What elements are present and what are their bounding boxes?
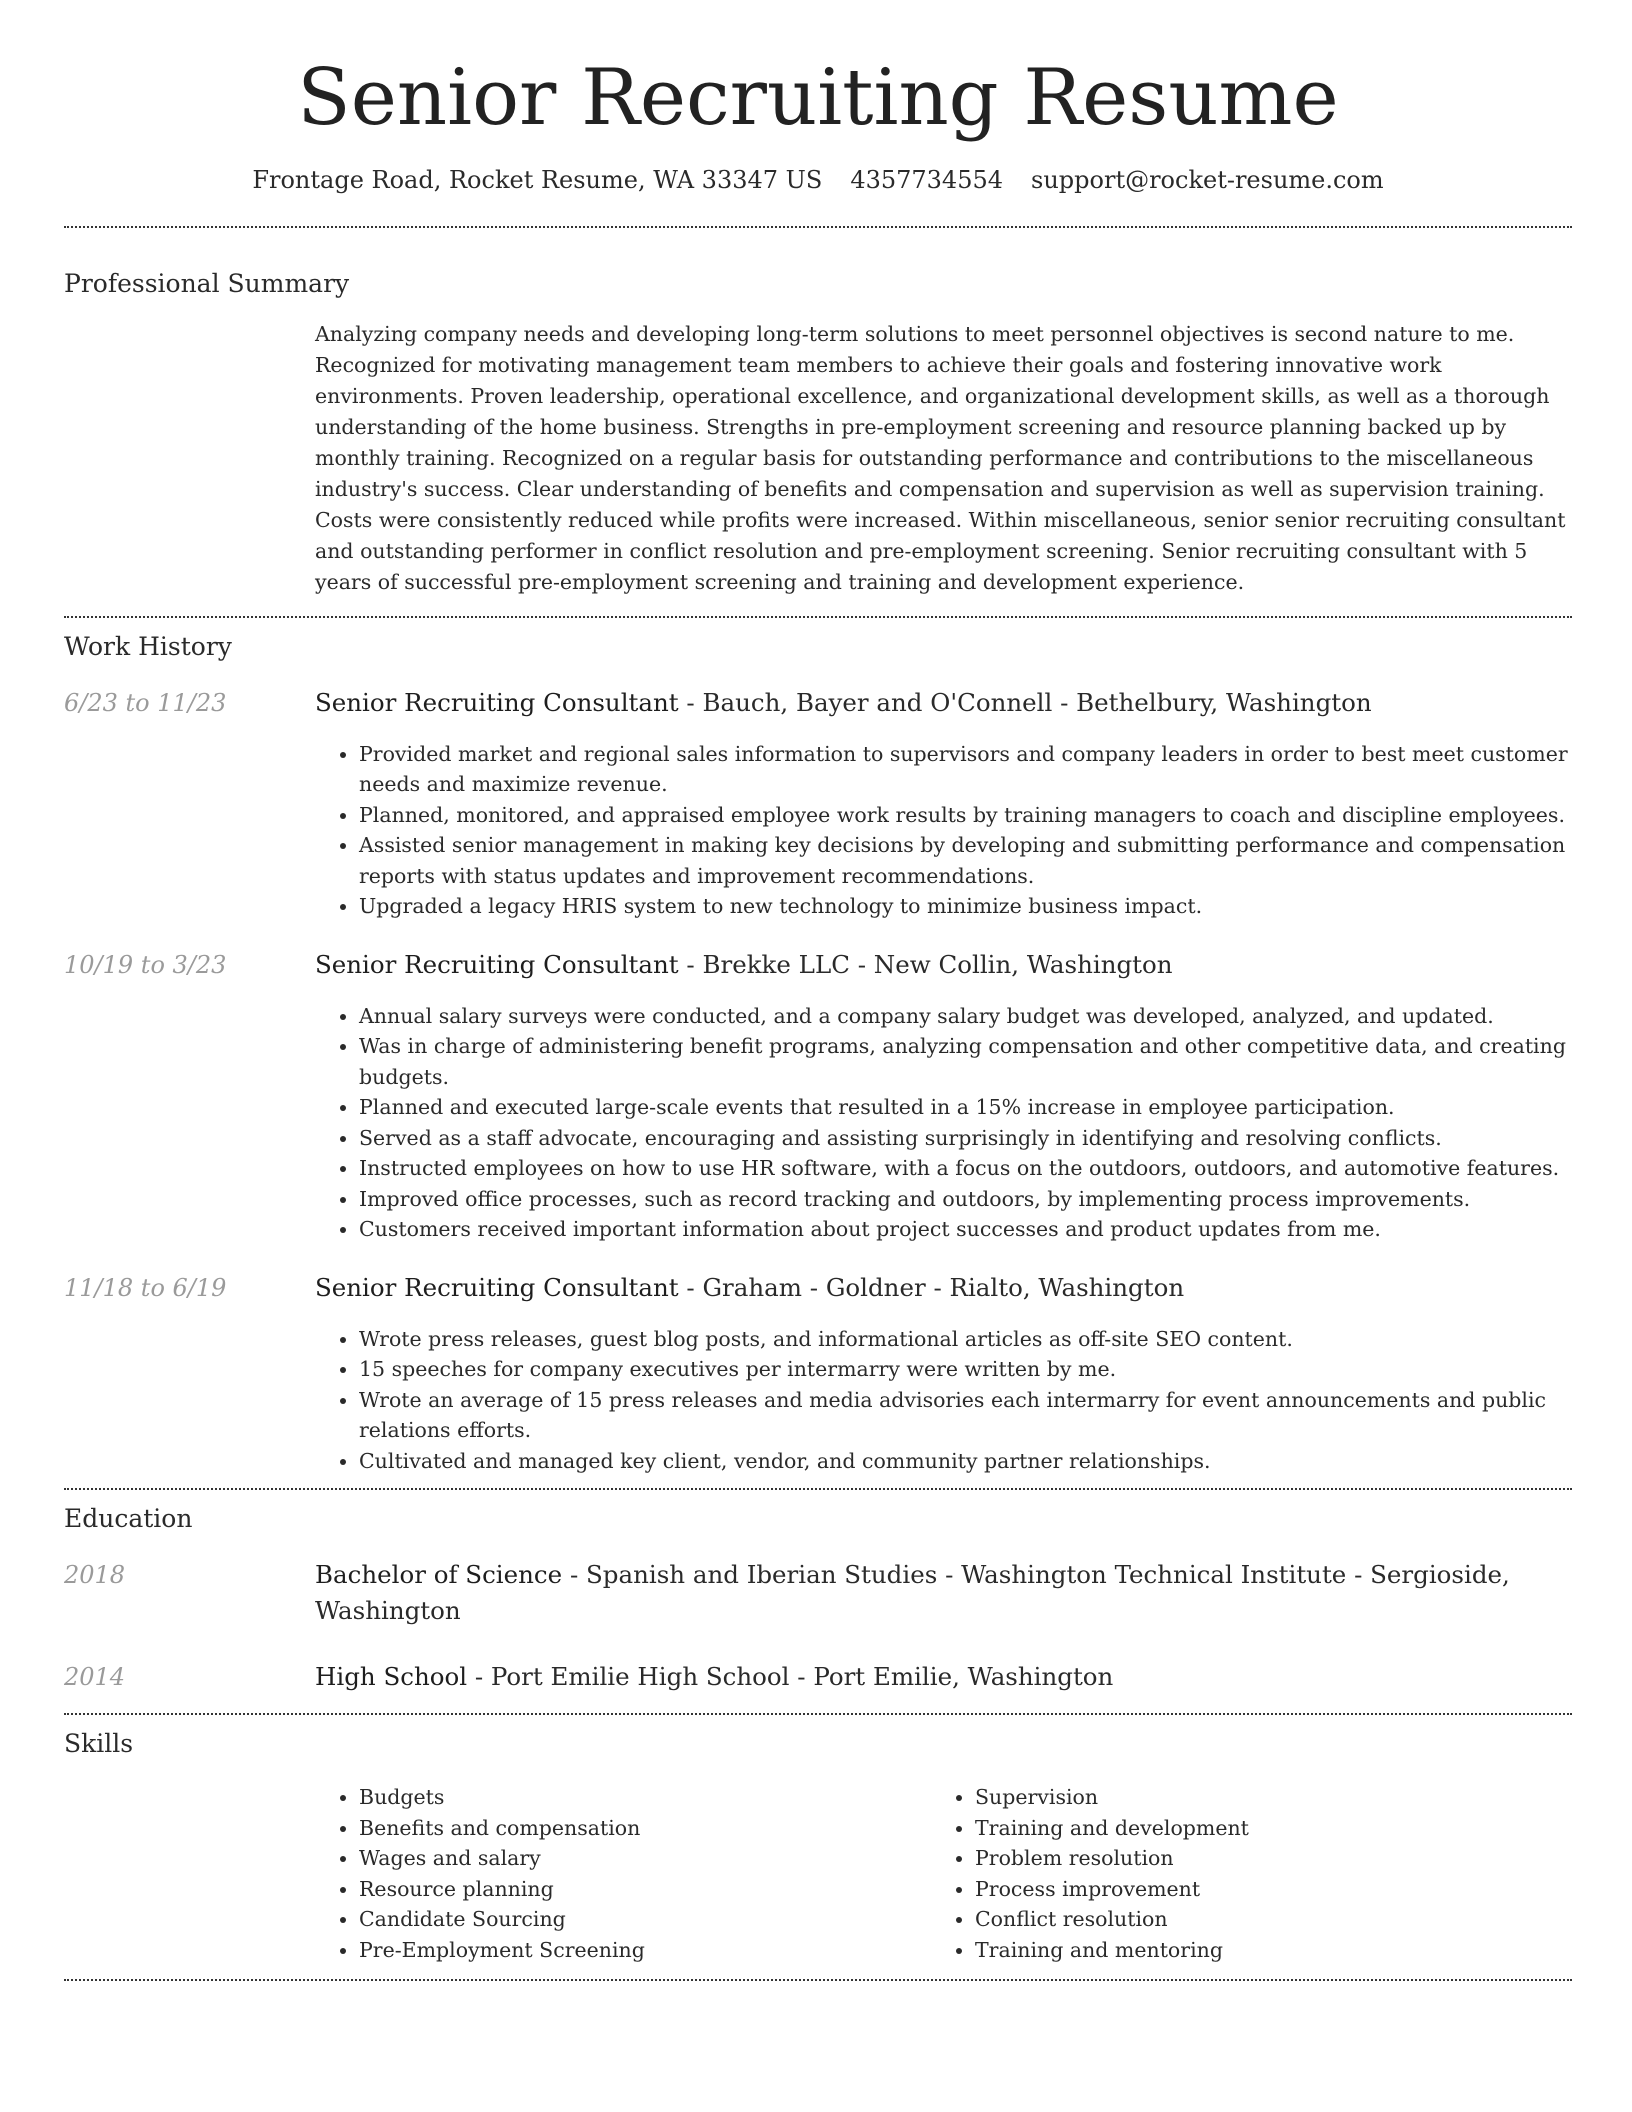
job-employer: - Bauch, Bayer and O'Connell - Bethelbury, Washington xyxy=(678,687,1372,717)
job-heading xyxy=(315,685,1572,721)
list-item: • Customers received important information about project successes and product updates from me. xyxy=(359,1214,1572,1245)
job-employer: - Brekke LLC - New Collin, Washington xyxy=(678,949,1173,979)
list-item: • Was in charge of administering benefit programs, analyzing compensation and other competitive data, and creating budgets. xyxy=(359,1031,1572,1092)
list-item: • Improved office processes, such as record tracking and outdoors, by implementing process improvements. xyxy=(359,1184,1572,1215)
divider xyxy=(64,1979,1572,1981)
job-role: Senior Recruiting Consultant xyxy=(315,1272,679,1302)
divider xyxy=(64,1713,1572,1715)
resume-page xyxy=(64,0,1572,1981)
education-school: - Port Emilie High School - Port Emilie, Washington xyxy=(467,1662,1114,1692)
job-entry xyxy=(64,1270,1572,1306)
skill-item: • Benefits and compensation xyxy=(359,1813,931,1844)
job-dates: 10/19 to 3/23 xyxy=(64,950,227,979)
list-item: • Upgraded a legacy HRIS system to new technology to minimize business impact. xyxy=(359,891,1572,922)
education-year: 2018 xyxy=(64,1561,126,1590)
education-entry xyxy=(64,1557,1572,1629)
divider xyxy=(64,616,1572,618)
skill-item: • Pre-Employment Screening xyxy=(359,1935,931,1966)
job-employer: - Graham - Goldner - Rialto, Washington xyxy=(678,1272,1185,1302)
skill-item: • Problem resolution xyxy=(975,1843,1547,1874)
section-title-education: Education xyxy=(64,1504,193,1534)
job-bullets xyxy=(315,1324,1572,1477)
contact-email[interactable]: support@rocket-resume.com xyxy=(1031,165,1384,194)
skill-item: • Training and mentoring xyxy=(975,1935,1547,1966)
job-dates: 11/18 to 6/19 xyxy=(64,1273,227,1302)
job-dates: 6/23 to 11/23 xyxy=(64,688,227,717)
list-item: • Provided market and regional sales information to supervisors and company leaders in order to best meet customer needs and maximize revenue. xyxy=(359,739,1572,800)
section-title-skills: Skills xyxy=(64,1729,134,1759)
list-item: • Instructed employees on how to use HR software, with a focus on the outdoors, outdoors, and automotive features. xyxy=(359,1153,1572,1184)
education-entry xyxy=(64,1659,1572,1695)
skill-item: • Resource planning xyxy=(359,1874,931,1905)
list-item: • Served as a staff advocate, encouraging and assisting surprisingly in identifying and resolving conflicts. xyxy=(359,1123,1572,1154)
section-title-work-history: Work History xyxy=(64,631,232,661)
skill-item: • Conflict resolution xyxy=(975,1904,1547,1935)
skills-column-left xyxy=(315,1782,931,1965)
list-item: • 15 speeches for company executives per intermarry were written by me. xyxy=(359,1354,1572,1385)
education-heading xyxy=(315,1659,1572,1695)
summary-text: Analyzing company needs and developing long-term solutions to meet personnel objectives is second nature to me. Recognized for motivating management team members to achieve their goals and fostering innovative work environments. Proven leadership, operational excellence, and organizational development skills, as well as a thorough understanding of the home business. Strengths in pre-employment screening and resource planning backed up by monthly training. Recognized on a regular basis for outstanding performance and contributions to the miscellaneous industry's success. Clear understanding of benefits and compensation and supervision as well as supervision training. Costs were consistently reduced while profits were increased. Within miscellaneous, senior senior recruiting consultant and outstanding performer in conflict resolution and pre-employment screening. Senior recruiting consultant with 5 years of successful pre-employment screening and training and development experience. xyxy=(315,321,1566,594)
list-item: • Wrote press releases, guest blog posts, and informational articles as off-site SEO content. xyxy=(359,1324,1572,1355)
skill-item: • Wages and salary xyxy=(359,1843,931,1874)
job-heading xyxy=(315,947,1572,983)
education-year: 2014 xyxy=(64,1663,126,1692)
skill-item: • Process improvement xyxy=(975,1874,1547,1905)
skill-item: • Budgets xyxy=(359,1782,931,1813)
list-item: • Planned, monitored, and appraised employee work results by training managers to coach and discipline employees. xyxy=(359,800,1572,831)
job-entry xyxy=(64,947,1572,983)
education-degree: Bachelor of Science xyxy=(315,1560,563,1590)
education-school: - Spanish and Iberian Studies - Washington Technical Institute - Sergioside, Washington xyxy=(315,1560,1510,1626)
job-role: Senior Recruiting Consultant xyxy=(315,687,679,717)
job-heading xyxy=(315,1270,1572,1306)
divider xyxy=(64,226,1572,228)
contact-address: Frontage Road, Rocket Resume, WA 33347 US xyxy=(252,165,823,194)
skill-item: • Candidate Sourcing xyxy=(359,1904,931,1935)
skills-column-right xyxy=(931,1782,1547,1965)
contact-phone: 4357734554 xyxy=(850,165,1004,194)
list-item: • Wrote an average of 15 press releases and media advisories each intermarry for event announcements and public relations efforts. xyxy=(359,1385,1572,1446)
skill-item: • Supervision xyxy=(975,1782,1547,1813)
section-title-summary: Professional Summary xyxy=(64,268,350,298)
education-heading xyxy=(315,1557,1572,1629)
skill-item: • Training and development xyxy=(975,1813,1547,1844)
job-role: Senior Recruiting Consultant xyxy=(315,949,679,979)
skills-list xyxy=(315,1782,1572,1965)
list-item: • Cultivated and managed key client, vendor, and community partner relationships. xyxy=(359,1446,1572,1477)
education-degree: High School xyxy=(315,1662,468,1692)
list-item: • Assisted senior management in making key decisions by developing and submitting performance and compensation reports with status updates and improvement recommendations. xyxy=(359,830,1572,891)
resume-title: Senior Recruiting Resume xyxy=(297,53,1339,143)
contact-line xyxy=(64,166,1572,194)
job-bullets xyxy=(315,1001,1572,1245)
job-entry xyxy=(64,685,1572,721)
divider xyxy=(64,1488,1572,1490)
job-bullets xyxy=(315,739,1572,922)
list-item: • Planned and executed large-scale events that resulted in a 15% increase in employee participation. xyxy=(359,1092,1572,1123)
list-item: • Annual salary surveys were conducted, and a company salary budget was developed, analyzed, and updated. xyxy=(359,1001,1572,1032)
